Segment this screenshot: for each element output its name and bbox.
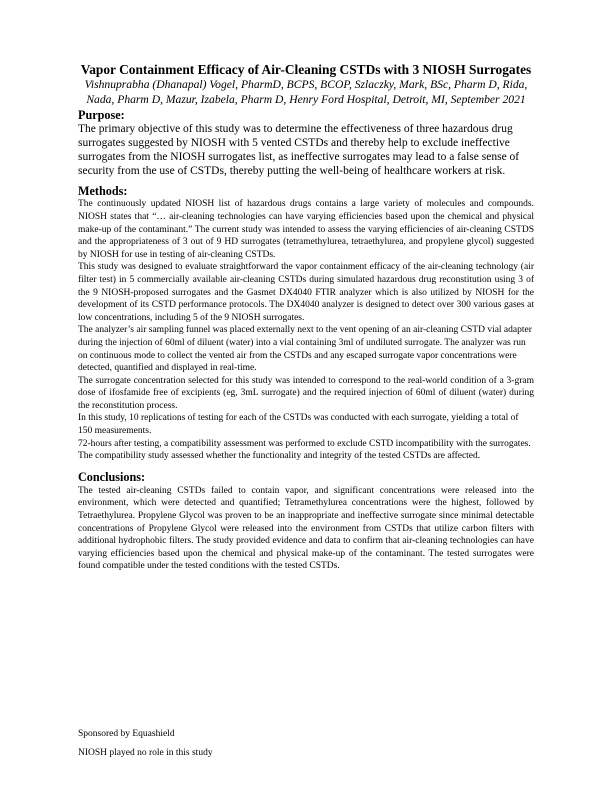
purpose-text: The primary objective of this study was to determine the effectiveness of three hazardous drug surrogates suggested by NIOSH with 5 vented CSTDs and thereby help to exclude ineffective surrogates from the NIOSH surrogates list, as ineffective surrogates may lead to a false sense of security from the use of CSTDs, thereby putting the well-being of healthcare workers at risk. xyxy=(78,123,520,178)
methods-paragraph: In this study, 10 replications of testing for each of the CSTDs was conducted with each surrogate, yielding a total of 150 measurements. xyxy=(78,413,519,437)
conclusions-heading: Conclusions: xyxy=(78,469,146,484)
methods-paragraph: The surrogate concentration selected for this study was intended to correspond to the real-world condition of a 3-gram dose of ifosfamide free of excipients (eg, 3mL surrogate) and the required injection of 60ml of diluent (water) during the reconstitution process. xyxy=(78,375,534,411)
conclusions-text: The tested air-cleaning CSTDs failed to contain vapor, and significant concentrations were released into the environment, which were detected and quantified; Tetramethylurea concentrations were the highest, followed by Tetraethylurea. Propylene Glycol was proven to be an inappropriate and ineffective surrogate since minimal detectable concentrations of Propylene Glycol were released into the environment from CSTDs that utilize carbon filters with additional hydrophobic filters. The study provided evidence and data to confirm that air-cleaning technologies can have varying efficiencies based upon the chemical and physical make-up of the contaminant. The tested surrogates were found compatible under the tested conditions with the tested CSTDs. xyxy=(78,485,534,572)
sponsor-note: Sponsored by Equashield xyxy=(78,729,175,739)
purpose-heading: Purpose: xyxy=(78,108,125,122)
methods-paragraph: 72-hours after testing, a compatibility assessment was performed to exclude CSTD incompatibility with the surrogates. The compatibility study assessed whether the functionality and integrity of the tested CSTDs are affected. xyxy=(78,438,531,462)
document-body xyxy=(78,62,534,573)
disclaimer-note: NIOSH played no role in this study xyxy=(78,747,213,758)
author-line: Vishnuprabha (Dhanapal) Vogel, PharmD, BCPS, BCOP, Szlaczky, Mark, BSc, Pharm D, Rida, Nada, Pharm D, Mazur, Izabela, Pharm D, Henry Ford Hospital, Detroit, MI, September 2021 xyxy=(84,78,528,106)
methods-paragraph: The continuously updated NIOSH list of hazardous drugs contains a large variety of molecules and compounds. NIOSH states that “… air-cleaning technologies can have varying efficiencies based upon the chemical and physical make-up of the contaminant.” The current study was intended to assess the varying efficiencies of air-cleaning CSTDS and the appropriateness of 3 out of 9 HD surrogates (tetramethylurea, tetraethylurea, and propylene glycol) suggested by NIOSH for use in testing of air-cleaning CSTDs. xyxy=(78,199,534,260)
methods-paragraph: The analyzer’s air sampling funnel was placed externally next to the vent opening of an air-cleaning CSTD vial adapter during the injection of 60ml of diluent (water) into a vial containing 3ml of undiluted surrogate. The analyzer was run on continuous mode to collect the vented air from the CSTDs and any escaped surrogate vapor concentrations were detected, quantified and displayed in real-time. xyxy=(78,325,532,374)
footer xyxy=(78,725,534,762)
methods-heading: Methods: xyxy=(78,184,128,199)
methods-paragraph: This study was designed to evaluate straightforward the vapor containment efficacy of the air-cleaning technology (air filter test) in 5 commercially available air-cleaning CSTDs during simulated hazardous drug reconstitution using 3 of the 9 NIOSH-proposed surrogates and the Gasmet DX4040 FTIR analyzer which is also utilized by NIOSH for the development of its CSTD performance protocols. The DX4040 analyzer is designed to detect over 300 various gases at low concentrations, including 5 of the 9 NIOSH surrogates. xyxy=(78,262,534,323)
document-title: Vapor Containment Efficacy of Air-Cleaning CSTDs with 3 NIOSH Surrogates xyxy=(80,62,532,77)
